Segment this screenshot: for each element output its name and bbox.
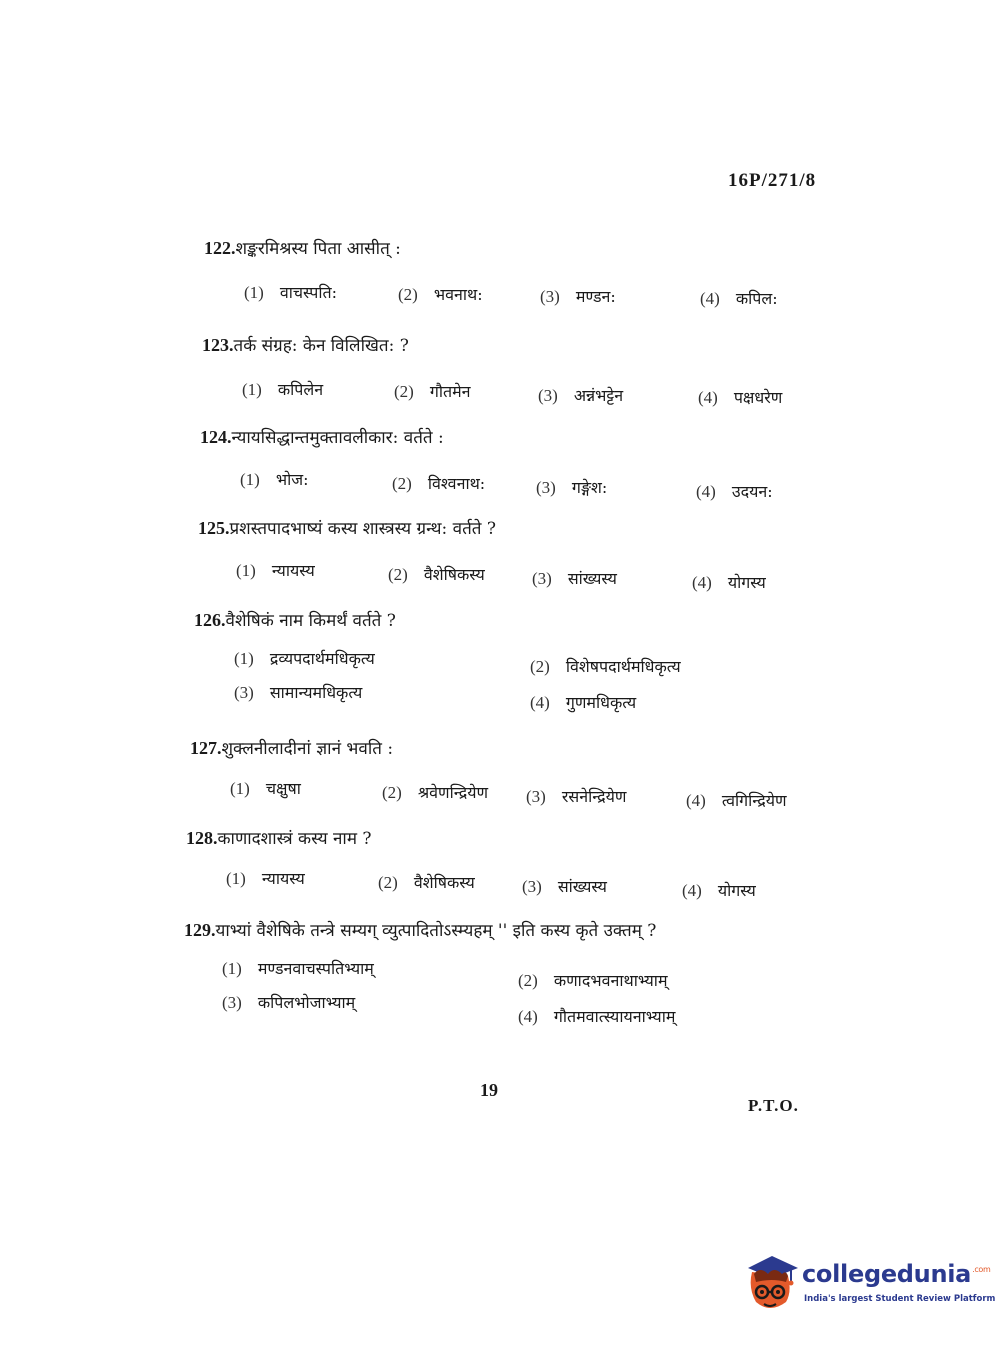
question-text: शुक्लनीलादीनां ज्ञानं भवति : xyxy=(221,739,394,759)
question-stem xyxy=(184,918,744,943)
options-row xyxy=(202,372,842,406)
option-1: (1) भोज: xyxy=(240,470,309,489)
question-number: 129. xyxy=(184,920,216,940)
option-2: (2) वैशेषिकस्य xyxy=(388,565,485,584)
options-grid xyxy=(184,953,744,1027)
option-1: (1) वाचस्पति: xyxy=(244,283,337,302)
question-stem xyxy=(200,425,840,450)
option-3: (3) सांख्यस्य xyxy=(522,877,607,896)
question-number: 122. xyxy=(204,238,236,258)
options-row xyxy=(198,555,838,592)
option-1: (1) कपिलेन xyxy=(242,380,324,399)
question-126 xyxy=(194,608,834,717)
question-stem xyxy=(186,826,826,851)
options-grid xyxy=(194,643,834,717)
logo-wordmark: collegedunia$^{.com}$ xyxy=(802,1260,991,1288)
question-number: 128. xyxy=(186,828,218,848)
question-text: शङ्करमिश्रस्य पिता आसीत् : xyxy=(235,239,401,259)
option-2: (2) कणादभवनाथाभ्याम् xyxy=(518,971,668,990)
option-4: (4) योगस्य xyxy=(682,881,756,900)
option-2: (2) भवनाथ: xyxy=(398,285,483,304)
option-3: (3) गङ्गेश: xyxy=(536,478,608,497)
options-row xyxy=(186,865,826,899)
question-text: वैशेषिकं नाम किमर्थं वर्तते ? xyxy=(225,611,396,631)
question-number: 127. xyxy=(190,738,222,758)
question-128 xyxy=(186,826,826,899)
question-125 xyxy=(198,516,838,592)
logo-tagline: India's largest Student Review Platform xyxy=(804,1294,996,1304)
question-text: न्यायसिद्धान्तमुक्तावलीकार: वर्तते : xyxy=(231,428,444,448)
mascot-icon xyxy=(742,1252,800,1314)
options-row xyxy=(204,275,844,309)
option-1: (1) द्रव्यपदार्थमधिकृत्य xyxy=(234,649,375,668)
question-text: तर्क संग्रह: केन विलिखित: ? xyxy=(233,336,409,356)
question-number: 125. xyxy=(198,518,230,538)
option-2: (2) गौतमेन xyxy=(394,382,471,401)
option-2: (2) वैशेषिकस्य xyxy=(378,873,475,892)
option-2: (2) विश्वनाथ: xyxy=(392,474,486,493)
option-1: (1) न्यायस्य xyxy=(226,869,305,888)
option-4: (4) कपिल: xyxy=(700,289,778,308)
option-4: (4) उदयन: xyxy=(696,482,773,501)
option-4: (4) पक्षधरेण xyxy=(698,388,783,407)
question-stem xyxy=(190,736,830,761)
option-3: (3) रसनेन्द्रियेण xyxy=(526,787,627,806)
question-stem xyxy=(194,608,834,633)
question-124 xyxy=(200,425,840,501)
option-4: (4) गौतमवात्स्यायनाभ्याम् xyxy=(518,1007,676,1026)
question-number: 123. xyxy=(202,335,234,355)
question-text: प्रशस्तपादभाष्यं कस्य शास्त्रस्य ग्रन्थ: वर्तते ? xyxy=(229,519,497,539)
option-4: (4) योगस्य xyxy=(692,573,766,592)
option-3: (3) सांख्यस्य xyxy=(532,569,617,588)
option-1: (1) चक्षुषा xyxy=(230,779,301,798)
options-row xyxy=(190,775,830,809)
question-129 xyxy=(184,918,744,1027)
option-4: (4) त्वगिन्द्रियेण xyxy=(686,791,787,810)
question-stem xyxy=(202,333,842,358)
option-3: (3) मण्डन: xyxy=(540,287,616,306)
pto-label: P.T.O. xyxy=(748,1096,799,1115)
paper-code: 16P/271/8 xyxy=(728,170,817,191)
question-text: काणादशास्त्रं कस्य नाम ? xyxy=(217,829,372,849)
question-stem xyxy=(198,516,838,541)
option-2: (2) श्रवेणन्द्रियेण xyxy=(382,783,489,802)
option-3: (3) कपिलभोजाभ्याम् xyxy=(222,993,356,1012)
option-3: (3) अन्नंभट्टेन xyxy=(538,386,624,405)
collegedunia-logo[interactable] xyxy=(742,1252,996,1318)
option-1: (1) मण्डनवाचस्पतिभ्याम् xyxy=(222,959,374,978)
question-122 xyxy=(204,236,844,309)
question-127 xyxy=(190,736,830,809)
option-2: (2) विशेषपदार्थमधिकृत्य xyxy=(530,657,681,676)
option-3: (3) सामान्यमधिकृत्य xyxy=(234,683,363,702)
option-4: (4) गुणमधिकृत्य xyxy=(530,693,637,712)
question-stem xyxy=(204,236,844,261)
options-row xyxy=(200,464,840,501)
question-number: 126. xyxy=(194,610,226,630)
question-123 xyxy=(202,333,842,406)
page-number: 19 xyxy=(480,1080,498,1100)
question-text: याभ्यां वैशेषिके तन्त्रे सम्यग् व्युत्पादितोऽस्म्यहम् '' इति कस्य कृते उक्तम् ? xyxy=(215,921,657,941)
option-1: (1) न्यायस्य xyxy=(236,561,315,580)
question-number: 124. xyxy=(200,427,232,447)
